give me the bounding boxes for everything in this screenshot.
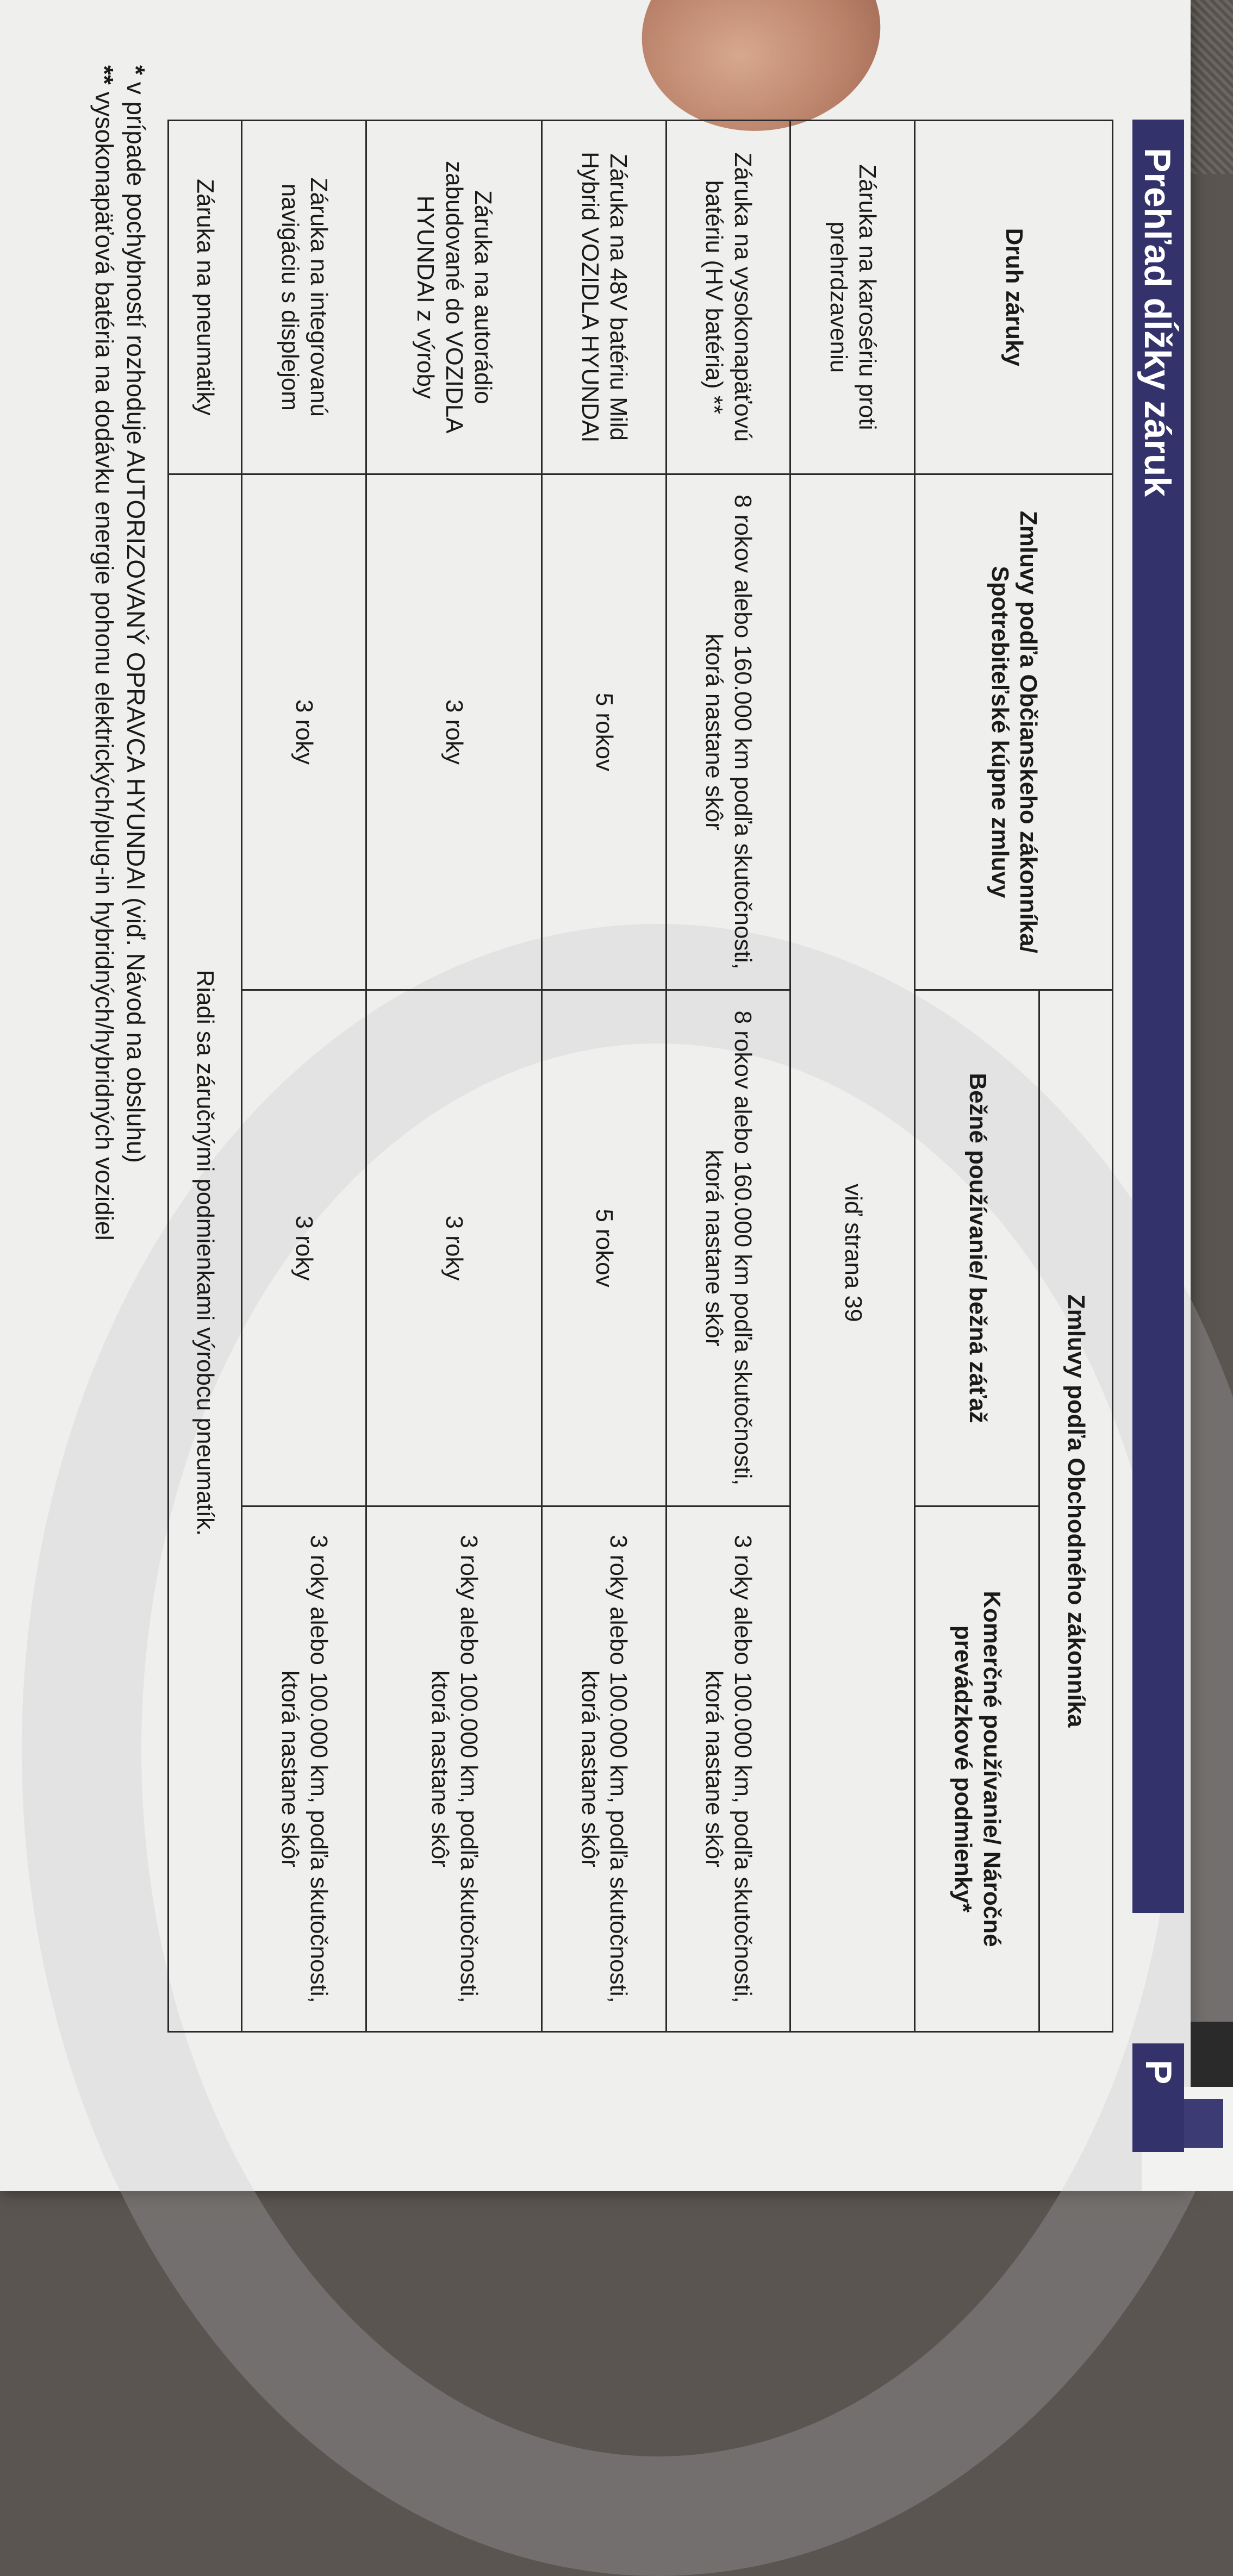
cell-civil: 8 rokov alebo 160.000 km podľa skutočnosti, ktorá nastane skôr: [666, 474, 790, 990]
cell-heavy: 3 roky alebo 100.000 km, podľa skutočnosti, ktorá nastane skôr: [541, 1506, 666, 2031]
cell-civil: 5 rokov: [541, 474, 666, 990]
footnote: [89, 65, 120, 2076]
row-merged-value: viď strana 39: [790, 474, 915, 2031]
warranty-table: [167, 120, 1113, 2033]
footnote-mark: *: [122, 65, 150, 75]
cell-normal: 3 roky: [366, 990, 541, 1506]
header-heavy-use: Komerčné používanie/ Náročné prevádzkové podmienky*: [915, 1506, 1039, 2031]
title-bar: [1132, 120, 1184, 1913]
table-row: [241, 121, 366, 2032]
cell-normal: 3 roky: [241, 990, 366, 1506]
table-row: [790, 121, 915, 2032]
row-type: Záruka na pneumatiky: [169, 121, 242, 474]
header-normal-use: Bežné používanie/ bežná záťaž: [915, 990, 1039, 1506]
cell-civil: 3 roky: [241, 474, 366, 990]
table-header-row: [1039, 121, 1113, 2032]
cell-heavy: 3 roky alebo 100.000 km, podľa skutočnosti, ktorá nastane skôr: [666, 1506, 790, 2031]
row-type: Záruka na autorádio zabudované do VOZIDLA HYUNDAI z výroby: [366, 121, 541, 474]
page-title: Prehľad dĺžky záruk: [1137, 148, 1178, 497]
row-type: Záruka na karosériu proti prehrdzaveniu: [790, 121, 915, 474]
footnotes: [89, 65, 151, 2076]
footnote-text: v prípade pochybností rozhoduje AUTORIZOVANÝ OPRAVCA HYUNDAI (viď. Návod na obsluhu): [122, 82, 150, 1163]
table-row: [366, 121, 541, 2032]
row-type: Záruka na integrovanú navigáciu s displejom: [241, 121, 366, 474]
footnote: [120, 65, 152, 2076]
header-commercial-code: Zmluvy podľa Obchodného zákonníka: [1039, 990, 1113, 2032]
footnote-mark: **: [90, 65, 119, 85]
header-civil-code: Zmluvy podľa Občianskeho zákonníka/ Spotrebiteľské kúpne zmluvy: [915, 474, 1113, 990]
cell-normal: 5 rokov: [541, 990, 666, 1506]
cell-normal: 8 rokov alebo 160.000 km podľa skutočnosti, ktorá nastane skôr: [666, 990, 790, 1506]
next-page-title: P: [1132, 2043, 1184, 2152]
table-row: [169, 121, 242, 2032]
row-type: Záruka na 48V batériu Mild Hybrid VOZIDLA HYUNDAI: [541, 121, 666, 474]
row-type: Záruka na vysokonapäťovú batériu (HV batéria) **: [666, 121, 790, 474]
cell-heavy: 3 roky alebo 100.000 km, podľa skutočnosti, ktorá nastane skôr: [366, 1506, 541, 2031]
row-merged-value: Riadi sa záručnými podmienkami výrobcu pneumatík.: [169, 474, 242, 2031]
table-row: [666, 121, 790, 2032]
cell-civil: 3 roky: [366, 474, 541, 990]
footnote-text: vysokonapäťová batéria na dodávku energie pohonu elektrických/plug-in hybridných/hybridných vozidiel: [90, 91, 119, 1241]
cell-heavy: 3 roky alebo 100.000 km, podľa skutočnosti, ktorá nastane skôr: [241, 1506, 366, 2031]
header-warranty-type: Druh záruky: [915, 121, 1113, 474]
table-row: [541, 121, 666, 2032]
